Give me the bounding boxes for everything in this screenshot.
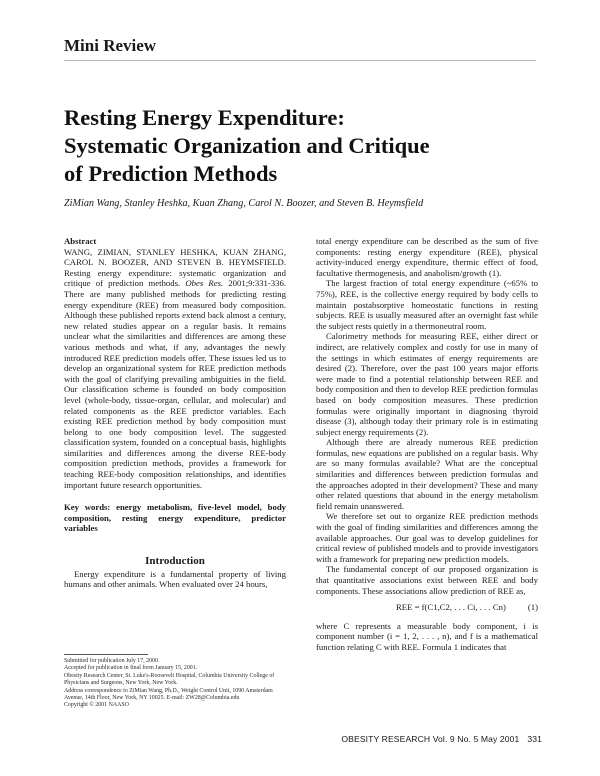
abstract-citation-ref: 2001;9:331-336. (228, 278, 286, 289)
footnote-accepted: Accepted for publication in final form January 15, 2001. (64, 665, 198, 672)
journal-issue: OBESITY RESEARCH Vol. 9 No. 5 May 2001 (341, 734, 520, 744)
body-paragraph-6: The fundamental concept of our proposed organization is that quantitative associations exist between REE and body components. These associations allow prediction of REE as, (316, 564, 538, 596)
abstract-journal: Obes Res. (185, 278, 224, 289)
body-paragraph-5: We therefore set out to organize REE prediction methods with the goal of finding similarities and differences among the available approaches. Our goal was to develop guidelines for critical review of published models and to provide investigators with a framework for preparing new prediction models. (316, 511, 538, 564)
title-line-2: Systematic Organization and Critique (64, 133, 430, 158)
page-footer (300, 734, 542, 744)
author-list: ZiMian Wang, Stanley Heshka, Kuan Zhang, Carol N. Boozer, and Steven B. Heymsfield (64, 198, 424, 209)
footnote-rule (64, 654, 148, 655)
footnotes (64, 658, 286, 710)
left-column (64, 236, 286, 590)
abstract-text (64, 247, 286, 491)
introduction-paragraph: Energy expenditure is a fundamental property of living humans and other animals. When evaluated over 24 hours, (64, 568, 286, 590)
article-title (64, 104, 544, 188)
body-paragraph-3: Calorimetry methods for measuring REE, either direct or indirect, are relatively complex and costly for use in many of the settings in which estimates of energy requirements are desired (2). Therefore, over the past 100 years major efforts were made to find a potential relationship between REE and body composition and then to develop REE prediction formulas based on body composition measures. These prediction formulas were originally important in diagnosing thyroid disease (3), although today their primary role is in estimating subject energy requirements (2). (316, 331, 538, 437)
equation-1 (316, 602, 538, 613)
title-line-3: of Prediction Methods (64, 161, 278, 186)
body-paragraph-7: where C represents a measurable body component, i is component number (i = 1, 2, . . . , n), and f is a mathematical function relating C with REE. Formula 1 indicates that (316, 620, 538, 652)
abstract-body: There are many published methods for predicting resting energy expenditure (REE) from measured body composition. Although these published reports extend back almost a century, new related studies appear on a regular basis. It remains unclear what the similarities and differences are among these various methods and what, if any, advantages the newly introduced REE prediction models offer. These issues led us to develop an organizational system for REE prediction methods with the goal of clarifying prevailing ambiguities in the field. Our classification scheme is founded on body composition level (whole-body, tissue-organ, cellular, and molecular) and related components as the REE predictor variables. Each existing REE prediction method by body composition must belong to one body composition level. The suggested classification system, founded on a conceptual basis, highlights similarities and differences among the diverse REE-body composition prediction methods, provides a framework for teaching REE-body composition relationships, and identifies important future research opportunities. (64, 288, 286, 490)
footnote-affiliation: Obesity Research Center, St. Luke's-Roosevelt Hospital, Columbia University College of Physicians and Surgeons, New York, New York. (64, 672, 275, 687)
abstract-citation-title: Resting energy expenditure: systematic organization and critique of prediction methods. (64, 267, 286, 289)
footnote-correspondence: Address correspondence to ZiMian Wang, Ph.D., Weight Control Unit, 1090 Amsterdam Avenue, 14th Floor, New York, NY 10025. E-mail: ZW28@Columbia.edu (64, 687, 273, 702)
right-column (316, 236, 538, 653)
header-rule (64, 60, 536, 61)
footnote-submitted: Submitted for publication July 17, 2000. (64, 658, 160, 664)
page-number: 331 (527, 734, 542, 744)
body-paragraph-1: total energy expenditure can be described as the sum of five components: resting energy expenditure (REE), physical activity-induced energy expenditure, thermic effect of food, facultative thermogenesis, and anabolism/growth (1). (316, 236, 538, 278)
keywords: Key words: energy metabolism, five-level model, body composition, resting energy expenditure, predictor variables (64, 502, 286, 534)
body-paragraph-4: Although there are already numerous REE prediction formulas, new equations are published on a regular basis. Why are so many formulas available? What are the conceptual similarities and differences between prediction formulas and the approaches adopted in their development? These and many other related questions that abound in the energy metabolism field remain unanswered. (316, 437, 538, 511)
body-paragraph-2: The largest fraction of total energy expenditure (~65% to 75%), REE, is the collective energy required by body cells to maintain postabsorptive homeostatic functions in resting subjects. REE is usually measured after an overnight fast while the subject rests quietly in a thermoneutral room. (316, 278, 538, 331)
equation-formula: REE = f(C1,C2, . . . Ci, . . . Cn) (396, 602, 506, 613)
abstract-heading: Abstract (64, 236, 97, 246)
section-label: Mini Review (64, 36, 157, 55)
footnote-copyright: Copyright © 2001 NAASO (64, 702, 129, 709)
equation-number: (1) (527, 602, 538, 613)
abstract-citation-names: WANG, ZIMIAN, STANLEY HESHKA, KUAN ZHANG, CAROL N. BOOZER, AND STEVEN B. HEYMSFIELD. (64, 246, 286, 268)
title-line-1: Resting Energy Expenditure: (64, 105, 345, 130)
introduction-heading: Introduction (145, 555, 205, 568)
